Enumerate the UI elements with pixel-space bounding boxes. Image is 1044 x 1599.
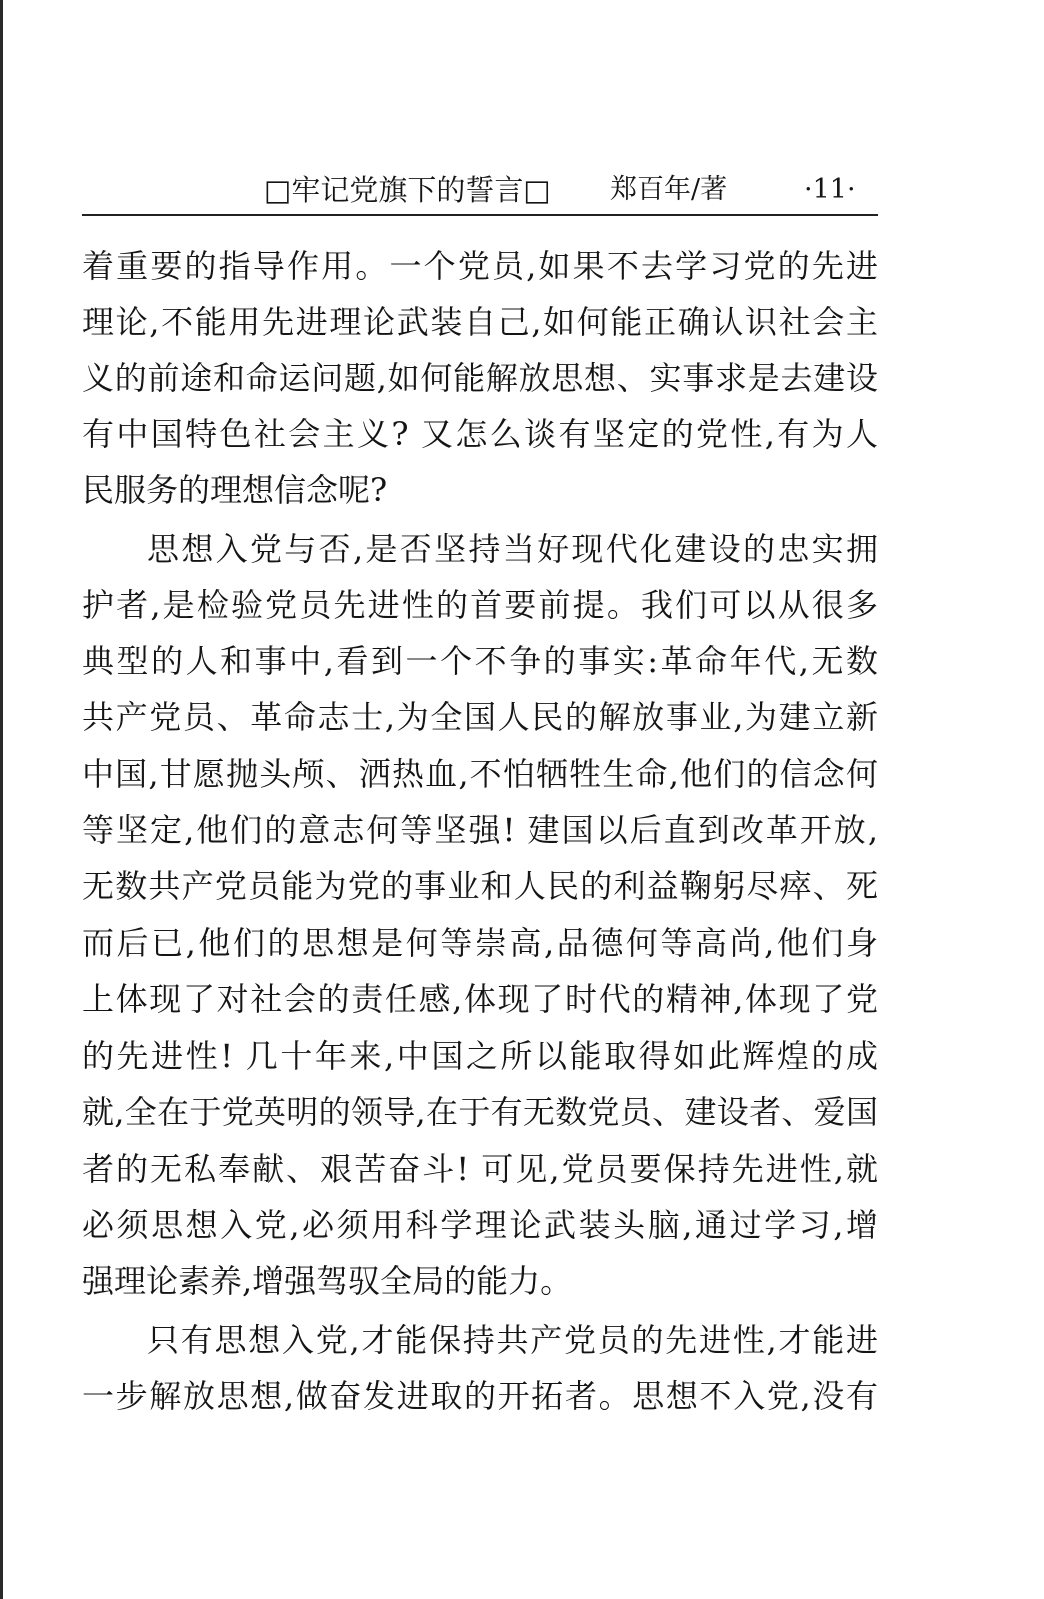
page-number: ·11· [804,174,856,205]
text-line: 理论,不能用先进理论武装自己,如何能正确认识社会主 [82,303,878,341]
header-rule [82,214,878,216]
page-edge [0,0,3,1599]
book-title: □牢记党旗下的誓言□ [264,173,551,207]
running-head [82,170,878,214]
text-line: 就,全在于党英明的领导,在于有无数党员、建设者、爱国 [82,1093,878,1131]
text-line: 共产党员、革命志士,为全国人民的解放事业,为建立新 [82,698,878,736]
text-line: 的先进性! 几十年来,中国之所以能取得如此辉煌的成 [82,1037,878,1075]
text-line: 义的前途和命运问题,如何能解放思想、实事求是去建设 [82,359,878,397]
author-name: 郑百年/著 [610,174,728,205]
text-line: 一步解放思想,做奋发进取的开拓者。思想不入党,没有 [82,1377,878,1415]
text-line: 等坚定,他们的意志何等坚强! 建国以后直到改革开放, [82,811,878,849]
text-line: 思想入党与否,是否坚持当好现代化建设的忠实拥 [147,530,878,568]
text-line: 强理论素养,增强驾驭全局的能力。 [82,1262,573,1300]
text-line: 民服务的理想信念呢? [82,471,388,509]
text-line: 必须思想入党,必须用科学理论武装头脑,通过学习,增 [82,1206,878,1244]
text-line: 有中国特色社会主义? 又怎么谈有坚定的党性,有为人 [82,415,878,453]
text-line: 只有思想入党,才能保持共产党员的先进性,才能进 [147,1321,878,1359]
text-line: 护者,是检验党员先进性的首要前提。我们可以从很多 [82,586,878,624]
text-line: 典型的人和事中,看到一个不争的事实:革命年代,无数 [82,642,878,680]
text-line: 而后已,他们的思想是何等崇高,品德何等高尚,他们身 [82,924,878,962]
text-line: 无数共产党员能为党的事业和人民的利益鞠躬尽瘁、死 [82,867,878,905]
text-line: 者的无私奉献、艰苦奋斗! 可见,党员要保持先进性,就 [82,1150,878,1188]
text-line: 着重要的指导作用。一个党员,如果不去学习党的先进 [82,247,878,285]
text-line: 上体现了对社会的责任感,体现了时代的精神,体现了党 [82,980,878,1018]
text-line: 中国,甘愿抛头颅、洒热血,不怕牺牲生命,他们的信念何 [82,755,878,793]
